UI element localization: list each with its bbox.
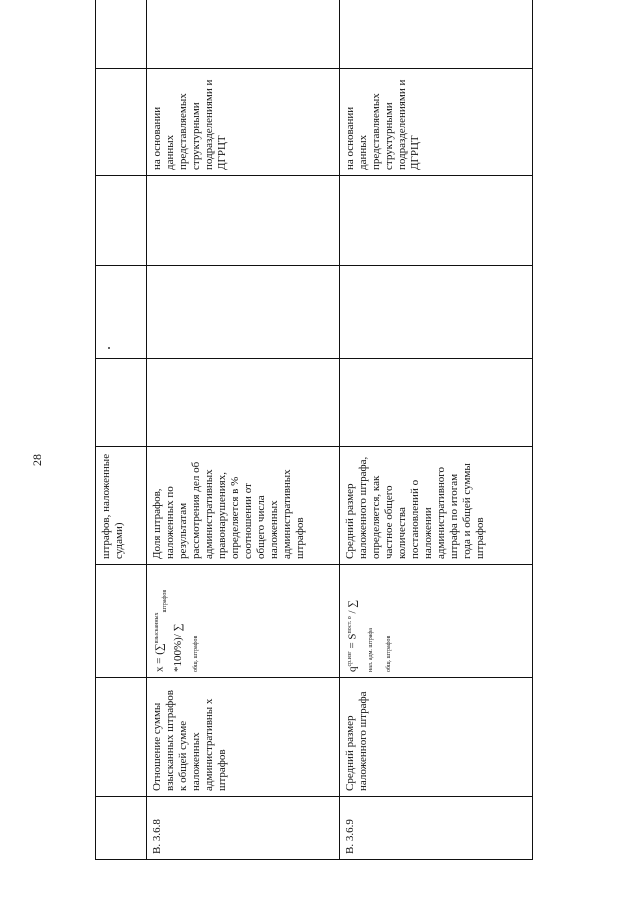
indicator-code: В. 3.6.9 (340, 797, 533, 860)
table-cell-description: штрафов, наложенные судами) (96, 447, 147, 565)
indicator-description: Доля штрафов, наложенных по результатам рассмотрения дел об административных правонарушениях, определяется в % соотношении от общего числа наложенных административных штрафов (147, 447, 340, 565)
indicator-code: В. 3.6.8 (147, 797, 340, 860)
table-cell (96, 797, 147, 860)
table-cell (147, 359, 340, 447)
table-cell (340, 0, 533, 69)
indicator-source: на основании данных представляемых структурными подразделениями и ДГРЦТ (340, 69, 533, 176)
table-row-continuation (96, 0, 147, 860)
table-cell (96, 678, 147, 797)
table-cell (340, 359, 533, 447)
stray-dot (108, 347, 110, 349)
table-row (340, 0, 533, 860)
table-cell (147, 176, 340, 266)
indicator-formula: $q^{ср.изг} = S^{пост. о}$ / ∑ $_{нал. адм. штрафа}$ $_{общ. штрафов}$ (340, 565, 533, 678)
table-row (147, 0, 340, 860)
table-cell (96, 565, 147, 678)
indicator-formula: x = (∑$^{взысканных}_{штрафов}$ *100%)/ ∑ $_{общ. штрафов}$ (147, 565, 340, 678)
indicator-table (95, 0, 533, 860)
indicator-description: Средний размер наложенного штрафа, определяется, как частное общего количества постановлений о наложении административного штрафа по итогам года и общей суммы штрафов (340, 447, 533, 565)
table-cell (340, 266, 533, 359)
table-cell (147, 266, 340, 359)
table-cell (96, 176, 147, 266)
indicator-name: Отношение суммы взысканных штрафов к общей сумме наложенных административны х штрафов (147, 678, 340, 797)
table-cell (147, 0, 340, 69)
table-cell (340, 176, 533, 266)
page-number: 28 (30, 454, 44, 466)
indicator-name: Средний размер наложенного штрафа (340, 678, 533, 797)
indicator-source: на основании данных представляемых структурными подразделениями и ДГРЦТ (147, 69, 340, 176)
table-cell (96, 0, 147, 69)
table-cell (96, 266, 147, 359)
indicator-table-wrapper (95, 45, 509, 860)
table-cell (96, 359, 147, 447)
table-cell (96, 69, 147, 176)
